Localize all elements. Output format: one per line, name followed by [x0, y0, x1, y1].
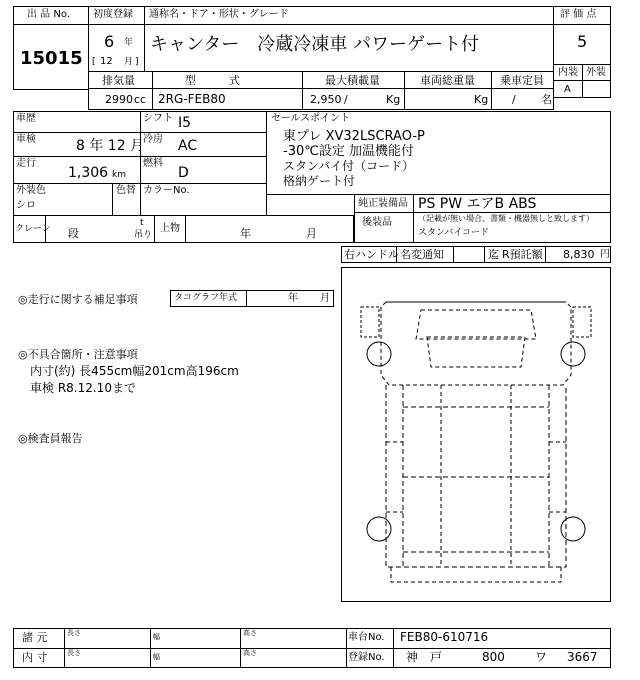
shift-value: I5: [178, 115, 192, 131]
inner-width-label: 幅: [153, 653, 160, 661]
mileage-unit: km: [112, 170, 126, 180]
inner-height-label: 高さ: [243, 649, 257, 657]
shift-label: シフト: [143, 113, 173, 124]
defect-line-1: 内寸(約) 長455cm幅201cm高196cm: [30, 364, 239, 378]
chassis-label: 車台No.: [348, 632, 385, 643]
displacement-label: 排気量: [102, 74, 135, 87]
capacity-slash: /: [512, 93, 516, 106]
name-change-label: 名変通知: [400, 248, 444, 261]
first-reg-month-open: [: [92, 57, 96, 67]
genuine-value: PS PW エアB ABS: [418, 196, 537, 212]
lot-label: 出 品 No.: [27, 9, 70, 20]
displacement-unit: cc: [134, 93, 147, 106]
fuel-label: 燃料: [143, 158, 163, 169]
crane-ton: t: [140, 218, 144, 228]
displacement-value: 2990: [105, 93, 133, 106]
capacity-unit: 名: [541, 93, 552, 106]
truck-diagram: [341, 267, 611, 602]
mileage-label: 走行: [16, 158, 36, 169]
sales-point-line-3: スタンバイ付（コード）: [283, 159, 415, 173]
ac-label: 冷房: [143, 134, 163, 145]
ext-color-label: 外装色: [16, 185, 46, 196]
max-load-label: 最大積載量: [325, 74, 380, 87]
upper-label: 上物: [160, 223, 180, 234]
chassis-number: FEB80-610716: [400, 630, 489, 644]
ext-color-value: シロ: [16, 200, 36, 211]
tacho-year: 年: [288, 293, 298, 304]
inspector-label: ◎検査員報告: [18, 432, 83, 445]
max-load-value: 2,950: [310, 93, 342, 106]
max-load-slash: /: [344, 93, 348, 106]
reg-class: 800: [482, 650, 505, 664]
model-value: 2RG-FEB80: [158, 92, 226, 106]
recycle-label: R預託額: [502, 248, 543, 261]
tacho-month: 月: [320, 293, 330, 304]
exterior-label: 外装: [586, 67, 606, 78]
dims-len-label: 長さ: [67, 629, 81, 637]
aftermarket-label: 後装品: [362, 217, 392, 228]
grade-value: 5: [577, 32, 588, 51]
inner-label: 内 寸: [22, 651, 48, 664]
defect-line-2: 車検 R8.12.10まで: [30, 381, 136, 395]
history-label: 車歴: [16, 113, 36, 124]
sales-point-line-1: 東プレ XV32LSCRAO-P: [283, 129, 425, 144]
aftermarket-value: スタンバイコード: [418, 228, 490, 238]
first-reg-month-unit: 月: [124, 57, 134, 67]
inspection-label: 車検: [16, 134, 36, 145]
genuine-label: 純正装備品: [358, 198, 408, 209]
sales-points-label: セールスポイント: [271, 113, 351, 124]
lot-number: 15015: [20, 48, 83, 69]
reg-kana: ワ: [535, 650, 548, 664]
first-reg-year: 6: [104, 32, 115, 51]
sales-point-line-2: -30℃設定 加温機能付: [283, 144, 414, 159]
recycle-value: 8,830: [563, 248, 595, 261]
due-label: 迄: [488, 248, 499, 261]
inner-len-label: 長さ: [67, 649, 81, 657]
reg-number: 3667: [567, 650, 598, 664]
color-code-label: カラーNo.: [143, 185, 190, 196]
interior-grade: A: [564, 84, 571, 95]
crane-hang: 吊り: [134, 230, 153, 240]
upper-month: 月: [306, 227, 317, 240]
dims-width-label: 幅: [153, 633, 160, 641]
interior-label: 内装: [558, 67, 578, 78]
dims-height-label: 高さ: [243, 629, 257, 637]
model-label: 型 式: [185, 74, 240, 87]
crane-label: クレーン: [15, 224, 51, 234]
ac-value: AC: [178, 138, 198, 154]
max-load-unit: Kg: [386, 93, 401, 106]
reg-area: 神 戸: [406, 650, 443, 664]
aftermarket-note: （記載が無い場合、書類・機器無しと致します）: [418, 214, 594, 223]
reg-label: 登録No.: [348, 652, 385, 663]
gross-weight-label: 車両総重量: [420, 74, 475, 87]
sales-point-line-4: 格納ゲート付: [283, 174, 356, 188]
defects-label: ◎不具合箇所・注意事項: [18, 348, 138, 361]
first-reg-year-unit: 年: [124, 38, 134, 48]
first-reg-month-close: ]: [135, 57, 139, 67]
running-label: ◎走行に関する補足事項: [18, 293, 138, 306]
color-no-label: 色替: [116, 185, 136, 196]
crane-steps: 段: [68, 227, 79, 240]
name-label: 通称名・ドア・形状・グレード: [149, 9, 289, 20]
tacho-label: タコグラフ年式: [174, 293, 238, 303]
upper-year: 年: [240, 227, 251, 240]
crane-row: [13, 215, 354, 243]
dims-label: 諸 元: [22, 631, 48, 644]
capacity-label: 乗車定員: [500, 74, 544, 87]
mileage-value: 1,306: [68, 165, 109, 181]
vehicle-name: キャンター 冷蔵冷凍車 パワーゲート付: [150, 34, 479, 55]
gross-weight-unit: Kg: [474, 93, 489, 106]
first-reg-month: 12: [100, 56, 113, 67]
yen-unit: 円: [600, 249, 610, 260]
inspection-value: 8 年 12 月: [76, 138, 145, 154]
first-reg-label: 初度登録: [93, 9, 133, 20]
fuel-value: D: [178, 165, 189, 181]
grade-label: 評 価 点: [560, 9, 597, 20]
rhd-label: 右ハンドル: [344, 248, 399, 261]
